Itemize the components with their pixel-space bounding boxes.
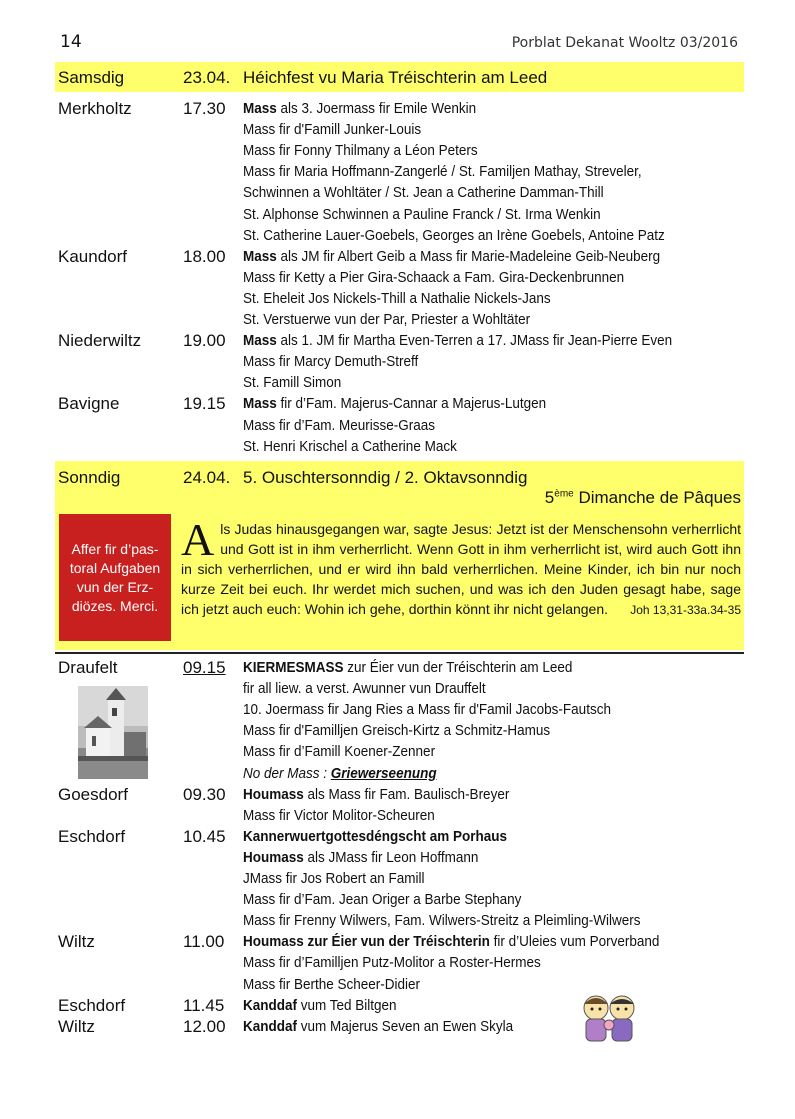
saturday-title: Héichfest vu Maria Tréischterin am Leed: [243, 68, 548, 87]
mass-type: Mass: [243, 332, 277, 350]
gospel-text: ls Judas hinausgegangen war, sagte Jesus: Jetzt ist der Menschensohn verherrlicht und Gott ist in ihm verherrlicht. Wenn Gott in ihm verherrlicht ist, wird auch Gott ihn in sich verherrlichen, und er wird ihn bald verherrlichen. Meine Kinder, ich bin nur noch kurze Zeit bei euch. Ihr werdet mich suchen, und was ich den Juden gesagt habe, sage ich jetzt auch euch: Wohin ich gehe, dorthin könnt ihr nicht gelangen.: [181, 521, 741, 617]
mass-description: [243, 182, 604, 203]
mass-row: [0, 974, 795, 995]
mass-time: 12.00: [183, 1016, 226, 1036]
mass-intention: St. Henri Krischel a Catherine Mack: [243, 437, 457, 455]
mass-intention: Mass fir d’Familljen Putz-Molitor a Roster-Hermes: [243, 954, 541, 972]
mass-intention: vum Majerus Seven an Ewen Skyla: [297, 1017, 514, 1035]
mass-row: [0, 910, 795, 931]
mass-intention: als JMass fir Leon Hoffmann: [303, 848, 479, 866]
mass-row: [0, 267, 795, 288]
mass-row: [0, 805, 795, 826]
mass-description: [243, 826, 507, 847]
publication-header: Porblat Dekanat Wooltz 03/2016: [511, 35, 738, 51]
gospel-reference: Joh 13,31-33a.34-35: [630, 603, 741, 617]
mass-type: Mass: [243, 247, 277, 265]
mass-description: [243, 763, 437, 784]
mass-description: [243, 931, 659, 952]
sunday-subtitle: [0, 488, 741, 508]
mass-row: [0, 931, 795, 952]
sunday-date: 24.04.: [183, 468, 231, 487]
mass-time: 11.45: [183, 995, 225, 1015]
mass-description: [243, 868, 425, 889]
mass-row: [0, 784, 795, 805]
mass-type: Mass: [243, 395, 277, 413]
place-name: Niederwiltz: [58, 331, 142, 351]
mass-row: [0, 98, 795, 119]
mass-time: 09.30: [183, 784, 226, 804]
mass-row: [0, 204, 795, 225]
mass-row: [0, 161, 795, 182]
mass-intention: Mass fir Ketty a Pier Gira-Schaack a Fam. Gira-Deckenbrunnen: [243, 268, 625, 286]
mass-row: [0, 952, 795, 973]
mass-intention: Mass fir Victor Molitor-Scheuren: [243, 806, 435, 824]
mass-intention: Mass fir d’Fam. Jean Origer a Barbe Stephany: [243, 891, 522, 909]
sunday-subtitle-number: 5: [544, 488, 555, 507]
sunday-day: Sonndig: [58, 468, 121, 487]
mass-description: [243, 309, 530, 330]
place-name: Eschdorf: [58, 995, 126, 1015]
mass-description: [243, 267, 624, 288]
mass-intention: Mass fir d'Familljen Greisch-Kirtz a Schmitz-Hamus: [243, 722, 551, 740]
mass-row: [0, 1016, 795, 1037]
offering-note-text: Affer fir d’pas-toral Aufgaben vun der Erz-diözes. Merci.: [69, 540, 161, 614]
mass-description: [243, 119, 421, 140]
saturday-day: Samsdig: [58, 68, 125, 87]
mass-type: KIERMESMASS: [243, 659, 344, 676]
mass-description: [243, 393, 546, 414]
mass-intention: Mass fir Frenny Wilwers, Fam. Wilwers-Streitz a Pleimling-Wilwers: [243, 912, 641, 930]
mass-description: [243, 741, 435, 762]
sunday-title: 5. Ouschtersonndig / 2. Oktavsonndig: [243, 468, 528, 487]
mass-time: 18.00: [183, 246, 226, 266]
church-photo: [78, 686, 148, 779]
mass-intention: Mass fir d’Fam. Meurisse-Graas: [243, 416, 436, 434]
mass-time: 19.00: [183, 331, 226, 351]
mass-description: [243, 889, 521, 910]
mass-time: 11.00: [183, 932, 225, 952]
mass-intention: Mass fir Berthe Scheer-Didier: [243, 975, 421, 993]
mass-description: [243, 351, 418, 372]
mass-intention: 10. Joermass fir Jang Ries a Mass fir d'Famil Jacobs-Fautsch: [243, 701, 611, 719]
mass-row: [0, 847, 795, 868]
offering-note: [59, 514, 171, 641]
mass-description: [243, 805, 435, 826]
mass-row: [0, 330, 795, 351]
mass-row: [0, 393, 795, 414]
mass-description: [243, 657, 572, 678]
mass-type: Kannerwuertgottesdéngscht am Porhaus: [243, 827, 508, 845]
saturday-date: 23.04.: [183, 68, 231, 87]
mass-intention: fir all liew. a verst. Awunner vun Drauffelt: [243, 680, 486, 698]
place-name: Merkholtz: [58, 99, 132, 118]
mass-type: Houmass: [243, 848, 304, 866]
mass-description: [243, 204, 601, 225]
mass-description: [243, 415, 435, 436]
mass-row: [0, 436, 795, 457]
mass-time: 10.45: [183, 826, 226, 846]
mass-description: [243, 847, 478, 868]
mass-row: [0, 119, 795, 140]
mass-row: [0, 246, 795, 267]
mass-row: [0, 140, 795, 161]
mass-row: [0, 415, 795, 436]
mass-intention: Mass fir Fonny Thilmany a Léon Peters: [243, 142, 478, 160]
mass-description: [243, 372, 341, 393]
mass-intention: Mass fir Maria Hoffmann-Zangerlé / St. Familjen Mathay, Streveler,: [243, 163, 642, 181]
mass-description: [243, 436, 457, 457]
gospel-dropcap: A: [181, 514, 215, 565]
mass-description: [243, 1016, 513, 1037]
place-name: Kaundorf: [58, 246, 127, 266]
mass-description: [243, 910, 641, 931]
mass-type: Houmass: [243, 785, 304, 803]
mass-intention: fir d’Uleies vum Porverband: [489, 933, 660, 951]
mass-row: [0, 657, 795, 678]
mass-row: [0, 288, 795, 309]
mass-row: [0, 309, 795, 330]
gospel-reading: [181, 514, 741, 619]
mass-description: [243, 699, 611, 720]
place-name: Draufelt: [58, 658, 118, 677]
mass-row: [0, 995, 795, 1016]
mass-intention: Mass fir d’Famill Koener-Zenner: [243, 743, 436, 761]
mass-type: Kanddaf: [243, 1017, 297, 1035]
mass-description: [243, 330, 672, 351]
mass-description: [243, 720, 550, 741]
mass-description: [243, 974, 420, 995]
note-label: No der Mass :: [243, 764, 331, 782]
sunday-header: [0, 467, 795, 488]
children-illustration: [576, 992, 644, 1044]
mass-intention: JMass fir Jos Robert an Famill: [243, 870, 425, 887]
mass-intention: fir d’Fam. Majerus-Cannar a Majerus-Lutgen: [276, 395, 547, 413]
mass-intention: Mass fir Marcy Demuth-Streff: [243, 353, 419, 371]
mass-description: [243, 784, 509, 805]
mass-row: [0, 826, 795, 847]
sunday-subtitle-sup: ème: [554, 488, 574, 500]
mass-row: [0, 372, 795, 393]
mass-intention: St. Eheleit Jos Nickels-Thill a Nathalie Nickels-Jans: [243, 289, 551, 307]
mass-description: [243, 246, 660, 267]
mass-intention: als Mass fir Fam. Baulisch-Breyer: [303, 785, 510, 803]
mass-intention: St. Catherine Lauer-Goebels, Georges an Irène Goebels, Antoine Patz: [243, 226, 665, 244]
mass-time: 17.30: [183, 99, 226, 118]
mass-row: [0, 351, 795, 372]
note-emphasis: Griewerseenung: [330, 764, 437, 782]
mass-description: [243, 161, 642, 182]
mass-intention: als 3. Joermass fir Emile Wenkin: [276, 100, 477, 117]
place-name: Bavigne: [58, 394, 120, 414]
place-name: Wiltz: [58, 1016, 95, 1036]
mass-intention: als 1. JM fir Martha Even-Terren a 17. JMass fir Jean-Pierre Even: [276, 332, 673, 350]
saturday-header: [0, 67, 795, 88]
mass-description: [243, 98, 476, 119]
mass-description: [243, 678, 486, 699]
mass-row: [0, 182, 795, 203]
mass-intention: St. Verstuerwe vun der Par, Priester a Wohltäter: [243, 311, 531, 328]
section-divider: [55, 652, 744, 654]
mass-type: Houmass zur Éier vun der Tréischterin: [243, 933, 490, 951]
mass-intention: St. Alphonse Schwinnen a Pauline Franck / St. Irma Wenkin: [243, 205, 601, 223]
mass-row: [0, 225, 795, 246]
place-name: Eschdorf: [58, 826, 126, 846]
mass-row: [0, 868, 795, 889]
mass-description: [243, 140, 478, 161]
place-name: Wiltz: [58, 932, 95, 952]
mass-description: [243, 225, 665, 246]
mass-intention: zur Éier vun der Tréischterin am Leed: [343, 659, 573, 676]
mass-intention: Schwinnen a Wohltäter / St. Jean a Catherine Damman-Thill: [243, 184, 604, 202]
mass-row: [0, 889, 795, 910]
mass-type: Kanddaf: [243, 996, 297, 1014]
mass-type: Mass: [243, 100, 277, 117]
mass-description: [243, 288, 551, 309]
place-name: Goesdorf: [58, 784, 128, 804]
mass-time: 19.15: [183, 394, 226, 414]
sunday-subtitle-text: Dimanche de Pâques: [573, 488, 741, 507]
mass-description: [243, 995, 397, 1016]
mass-intention: St. Famill Simon: [243, 374, 342, 392]
mass-intention: als JM fir Albert Geib a Mass fir Marie-Madeleine Geib-Neuberg: [276, 247, 661, 265]
mass-intention: Mass fir d'Famill Junker-Louis: [243, 121, 422, 139]
mass-intention: vum Ted Biltgen: [297, 996, 397, 1014]
mass-description: [243, 952, 541, 973]
page-number: 14: [60, 32, 82, 52]
mass-time: 09.15: [183, 658, 226, 677]
